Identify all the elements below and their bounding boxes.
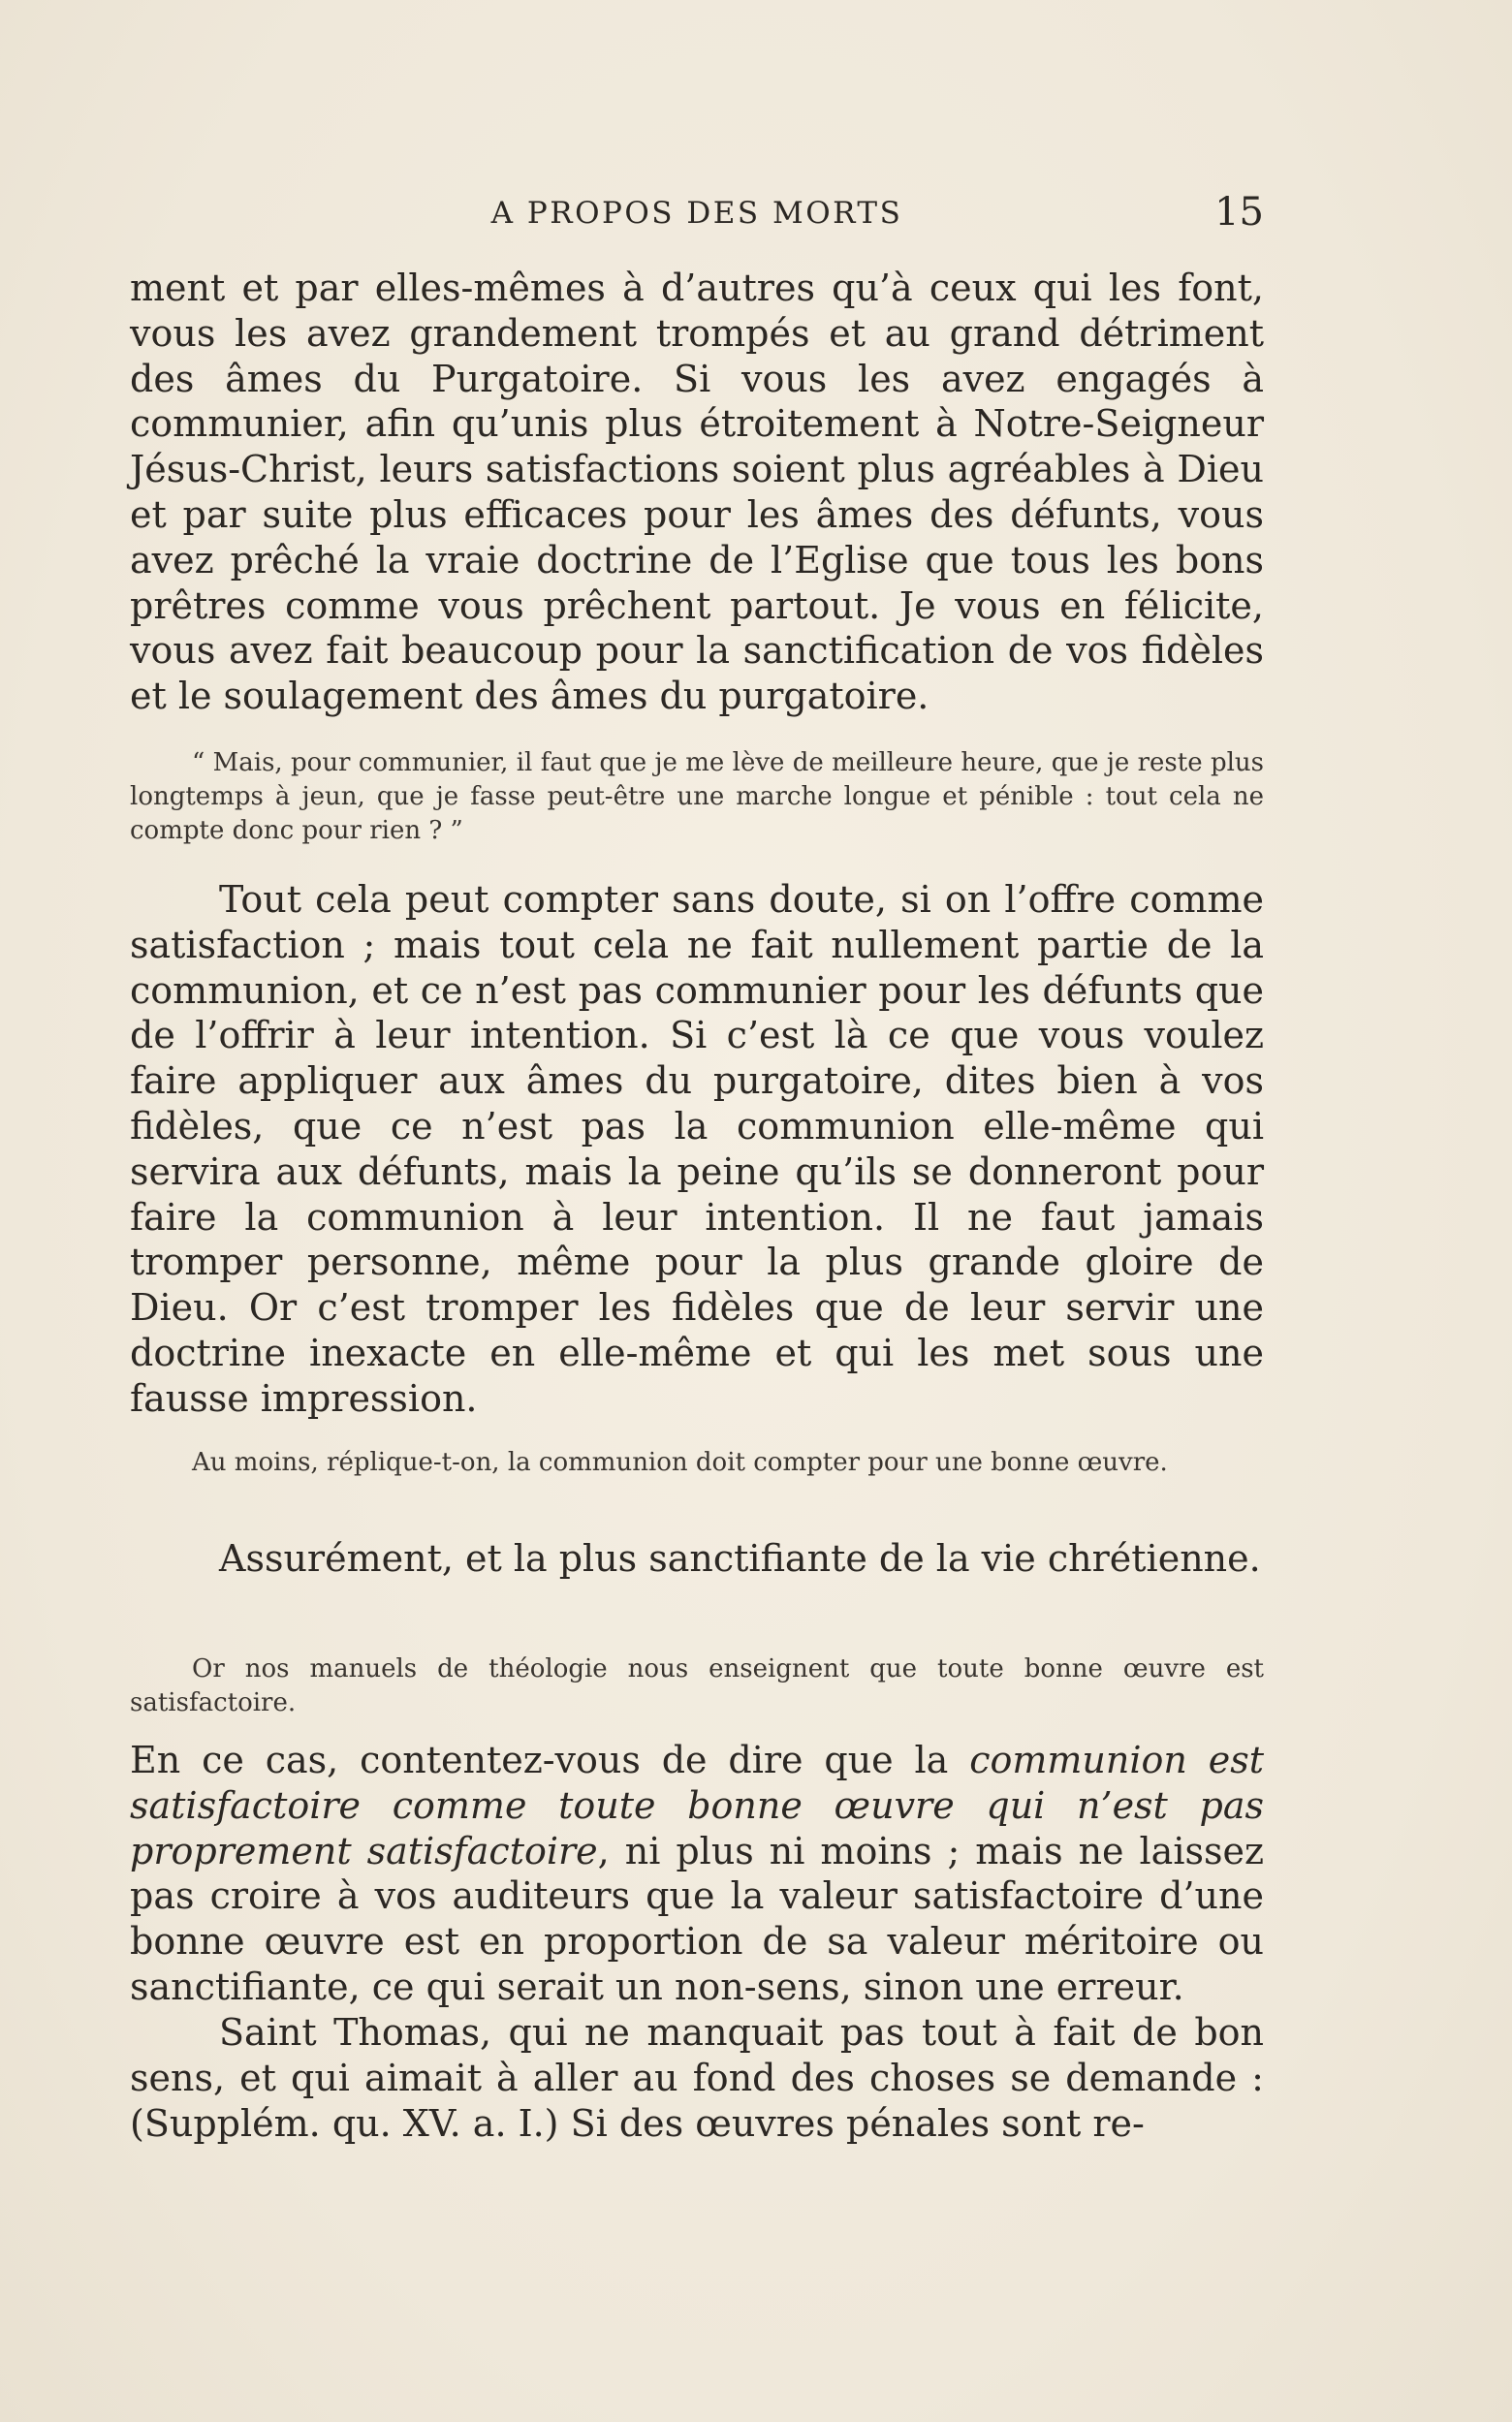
running-title: A PROPOS DES MORTS xyxy=(490,196,903,231)
paragraph-4-italic: communion est satisfactoire comme toute bonne œuvre qui n’est pas proprement satisfactoire xyxy=(130,1739,1264,1872)
page-number: 15 xyxy=(1214,190,1264,235)
paragraph-2: Tout cela peut compter sans doute, si on l’offre comme satisfaction ; mais tout cela ne fait nullement partie de la communion, et ce n’est pas communier pour les défunts que de l’offrir à leur intention. Si c’est là ce que vous voulez faire appliquer aux âmes du purgatoire, dites bien à vos fidèles, que ce n’est pas la communion elle-même qui servira aux défunts, mais la peine qu’ils se donneront pour faire la communion à leur intention. Il ne faut jamais tromper personne, même pour la plus grande gloire de Dieu. Or c’est tromper les fidèles que de leur servir une doctrine inexacte en elle-même et qui les met sous une fausse impression. xyxy=(130,878,1264,1420)
objection-2: Au moins, réplique-t-on, la communion doit compter pour une bonne œuvre. xyxy=(192,1448,1168,1477)
objection-3: Or nos manuels de théologie nous enseignent que toute bonne œuvre est satisfactoire. xyxy=(130,1654,1264,1717)
page-header xyxy=(130,190,1264,238)
paragraph-5: Saint Thomas, qui ne manquait pas tout à fait de bon sens, et qui aimait à aller au fond des choses se demande : (Supplém. qu. XV. a. I.) Si des œuvres pénales sont re- xyxy=(130,2011,1264,2145)
paragraph-4 xyxy=(130,1738,1264,2010)
paragraph-1: ment et par elles-mêmes à d’autres qu’à ceux qui les font, vous les avez grandement trompés et au grand détriment des âmes du Purgatoire. Si vous les avez engagés à communier, afin qu’unis plus étroitement à Notre-Seigneur Jésus-Christ, leurs satisfactions soient plus agréables à Dieu et par suite plus efficaces pour les âmes des défunts, vous avez prêché la vraie doctrine de l’Eglise que tous les bons prêtres comme vous prêchent partout. Je vous en félicite, vous avez fait beaucoup pour la sanctification de vos fidèles et le soulagement des âmes du purgatoire. xyxy=(130,267,1264,718)
objection-1: “ Mais, pour communier, il faut que je me lève de meilleure heure, que je reste plus longtemps à jeun, que je fasse peut-être une marche longue et pénible : tout cela ne compte donc pour rien ? ” xyxy=(130,748,1264,845)
paragraph-4-start: En ce cas, contentez-vous de dire que la xyxy=(130,1739,970,1781)
paragraph-4-end: , ni plus ni moins ; mais ne laissez pas croire à vos auditeurs que la valeur satisfactoire d’une bonne œuvre est en proportion de sa valeur méritoire ou sanctifiante, ce qui serait un non-sens, sinon une erreur. xyxy=(130,1829,1264,2008)
paragraph-3: Assurément, et la plus sanctifiante de la vie chrétienne. xyxy=(219,1537,1261,1580)
